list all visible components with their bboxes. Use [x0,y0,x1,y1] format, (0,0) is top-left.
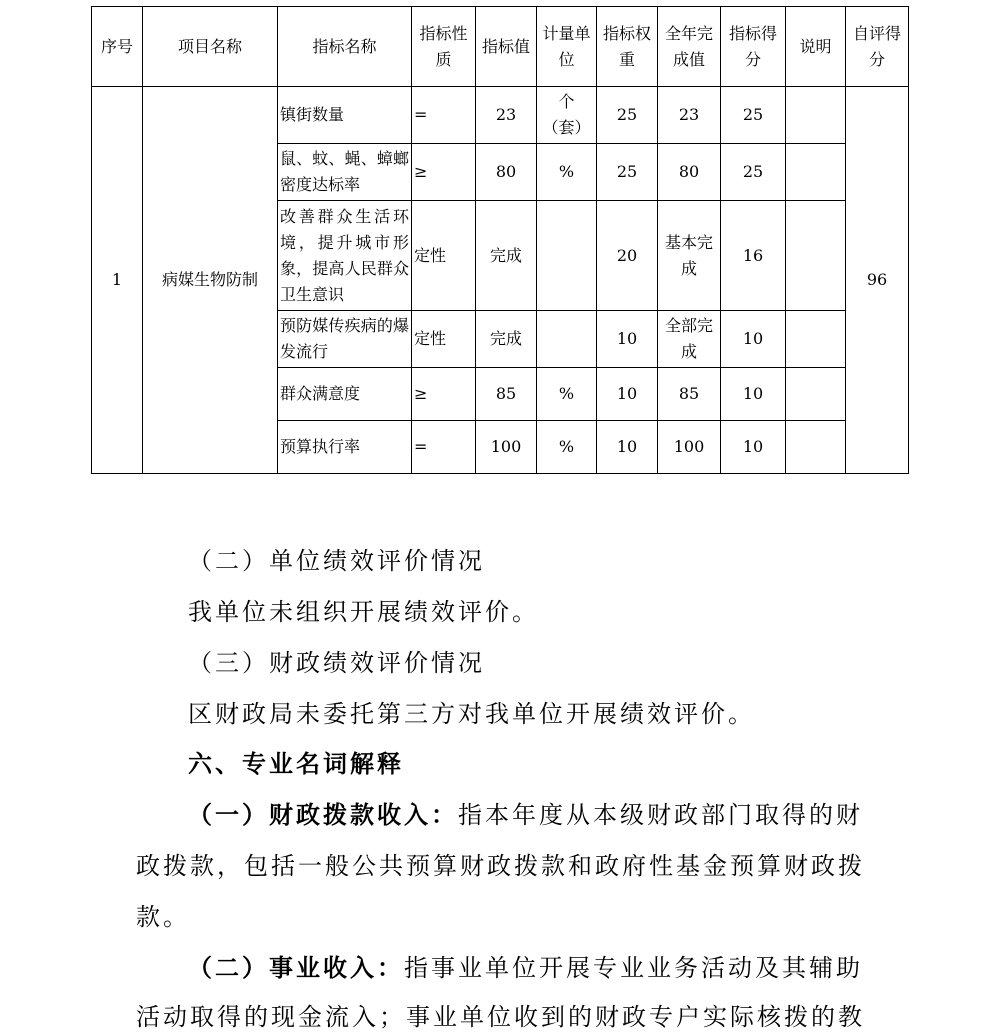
indicator-value: 85 [476,368,537,421]
indicator-unit [537,311,597,368]
header-cell: 指标权重 [597,7,658,87]
indicator-actual: 85 [658,368,721,421]
indicator-actual: 80 [658,144,721,201]
indicator-score: 25 [721,87,786,144]
self-score: 96 [846,87,909,474]
header-cell: 全年完成值 [658,7,721,87]
indicator-unit: % [537,421,597,474]
indicator-actual: 100 [658,421,721,474]
indicator-note [786,368,846,421]
indicator-value: 80 [476,144,537,201]
header-cell: 项目名称 [143,7,278,87]
indicator-nature: = [412,421,476,474]
term2-label: （二）事业收入： [188,953,404,982]
term1-text: 指本年度从本级财政部门取得的财 [458,801,863,829]
paragraph-unit-eval: 我单位未组织开展绩效评价。 [188,598,539,626]
indicator-name: 镇街数量 [278,87,412,144]
section-heading-six: 六、专业名词解释 [188,749,404,778]
performance-table [91,6,909,474]
section-heading-unit-eval: （二）单位绩效评价情况 [188,547,485,575]
indicator-note [786,201,846,311]
header-cell: 说明 [786,7,846,87]
term1-line3: 款。 [136,903,190,931]
indicator-weight: 20 [597,201,658,311]
term2-line2: 活动取得的现金流入；事业单位收到的财政专户实际核拨的教 [136,1003,865,1031]
indicator-nature: ≥ [412,144,476,201]
indicator-value: 23 [476,87,537,144]
table-row [92,87,909,144]
indicator-nature: 定性 [412,201,476,311]
header-cell: 自评得分 [846,7,909,87]
term1-line1 [188,795,863,830]
term2-text: 指事业单位开展专业业务活动及其辅助 [404,954,863,982]
indicator-actual: 23 [658,87,721,144]
indicator-unit [537,201,597,311]
indicator-score: 10 [721,311,786,368]
indicator-weight: 25 [597,144,658,201]
indicator-nature: ≥ [412,368,476,421]
indicator-nature: 定性 [412,311,476,368]
indicator-weight: 10 [597,368,658,421]
indicator-value: 完成 [476,311,537,368]
term2-line1 [188,948,863,983]
indicator-weight: 10 [597,421,658,474]
indicator-name: 预算执行率 [278,421,412,474]
indicator-weight: 10 [597,311,658,368]
term1-label: （一）财政拨款收入： [188,800,458,829]
project-name: 病媒生物防制 [143,87,278,474]
indicator-unit: % [537,144,597,201]
indicator-value: 完成 [476,201,537,311]
project-index: 1 [92,87,143,474]
indicator-name: 鼠、蚊、蝇、蟑螂密度达标率 [278,144,412,201]
indicator-nature: = [412,87,476,144]
indicator-score: 25 [721,144,786,201]
indicator-unit: 个（套） [537,87,597,144]
header-cell: 指标值 [476,7,537,87]
indicator-note [786,144,846,201]
header-cell: 指标得分 [721,7,786,87]
header-cell: 指标性质 [412,7,476,87]
header-cell: 序号 [92,7,143,87]
indicator-note [786,87,846,144]
indicator-name: 改善群众生活环境，提升城市形象，提高人民群众卫生意识 [278,201,412,311]
indicator-name: 群众满意度 [278,368,412,421]
indicator-score: 10 [721,368,786,421]
indicator-name: 预防媒传疾病的爆发流行 [278,311,412,368]
indicator-unit: % [537,368,597,421]
indicator-score: 16 [721,201,786,311]
indicator-note [786,421,846,474]
paragraph-fin-eval: 区财政局未委托第三方对我单位开展绩效评价。 [188,700,755,728]
table-header-row [92,7,909,87]
header-cell: 计量单位 [537,7,597,87]
indicator-weight: 25 [597,87,658,144]
term1-line2: 政拨款，包括一般公共预算财政拨款和政府性基金预算财政拨 [136,852,865,880]
indicator-note [786,311,846,368]
indicator-score: 10 [721,421,786,474]
section-heading-fin-eval: （三）财政绩效评价情况 [188,649,485,677]
header-cell: 指标名称 [278,7,412,87]
indicator-value: 100 [476,421,537,474]
indicator-actual: 基本完成 [658,201,721,311]
indicator-actual: 全部完成 [658,311,721,368]
